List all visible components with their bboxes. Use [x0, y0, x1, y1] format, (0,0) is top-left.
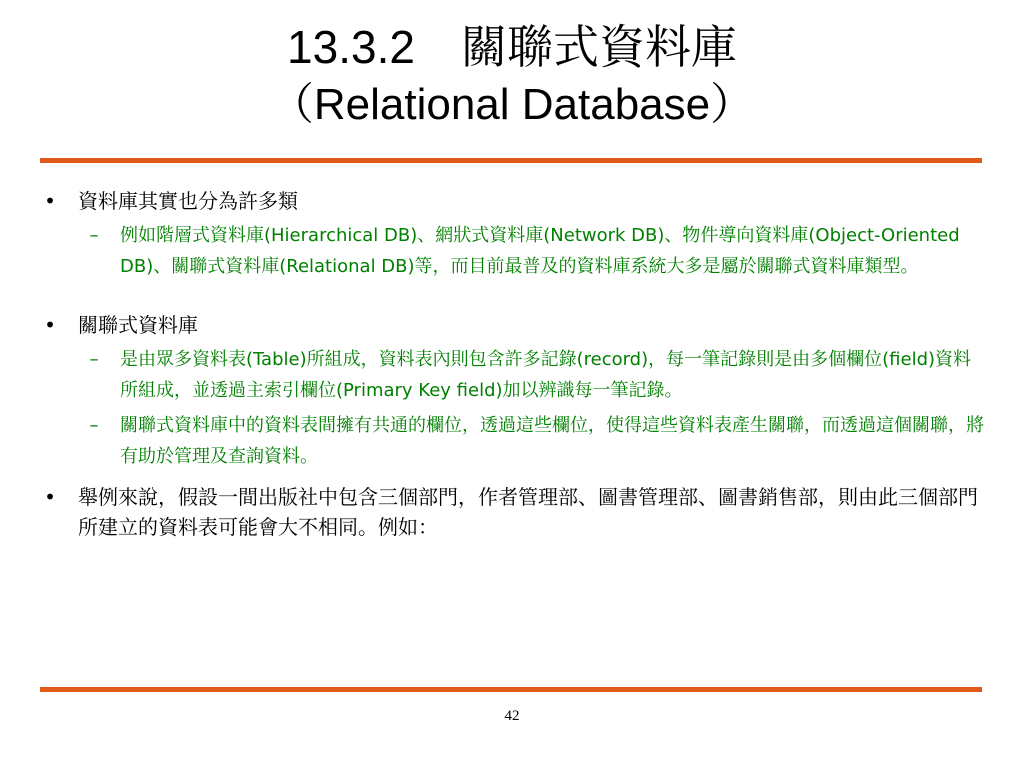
dash-icon: – — [89, 349, 99, 370]
slide-title — [0, 18, 1024, 134]
sub-point-2-1 — [36, 344, 986, 406]
sub-point-1-1 — [36, 220, 986, 282]
bullet-point-1-text: 資料庫其實也分為許多類 — [78, 189, 298, 213]
title-divider — [40, 158, 982, 163]
slide-title-line1: 13.3.2 關聯式資料庫 — [287, 21, 737, 73]
bullet-icon: • — [44, 189, 56, 213]
bullet-icon: • — [44, 485, 56, 509]
bullet-point-3-text: 舉例來說，假設一間出版社中包含三個部門，作者管理部、圖書管理部、圖書銷售部，則由此三個部門所建立的資料表可能會大不相同。例如： — [78, 485, 978, 539]
bullet-point-2-text: 關聯式資料庫 — [78, 313, 198, 337]
dash-icon: – — [89, 225, 99, 246]
bullet-point-1 — [36, 186, 986, 216]
page-number: 42 — [504, 708, 520, 724]
dash-icon: – — [89, 415, 99, 436]
sub-point-2-2-text: 關聯式資料庫中的資料表間擁有共通的欄位，透過這些欄位，使得這些資料表產生關聯，而透過這個關聯，將有助於管理及查詢資料。 — [120, 415, 984, 467]
sub-point-1-1-text: 例如階層式資料庫(Hierarchical DB)、網狀式資料庫(Network DB)、物件導向資料庫(Object-Oriented DB)、關聯式資料庫(Relational DB)等，而目前最普及的資料庫系統大多是屬於關聯式資料庫類型。 — [120, 225, 960, 277]
slide-body — [36, 186, 986, 542]
sub-point-2-1-text: 是由眾多資料表(Table)所組成，資料表內則包含許多記錄(record)，每一筆記錄則是由多個欄位(field)資料所組成，並透過主索引欄位(Primary Key field)加以辨識每一筆記錄。 — [120, 349, 972, 401]
slide-title-line2: （Relational Database） — [269, 80, 755, 129]
footer-divider — [40, 687, 982, 692]
bullet-point-3 — [36, 482, 986, 542]
sub-point-2-2 — [36, 410, 986, 472]
bullet-point-2 — [36, 310, 986, 340]
bullet-icon: • — [44, 313, 56, 337]
